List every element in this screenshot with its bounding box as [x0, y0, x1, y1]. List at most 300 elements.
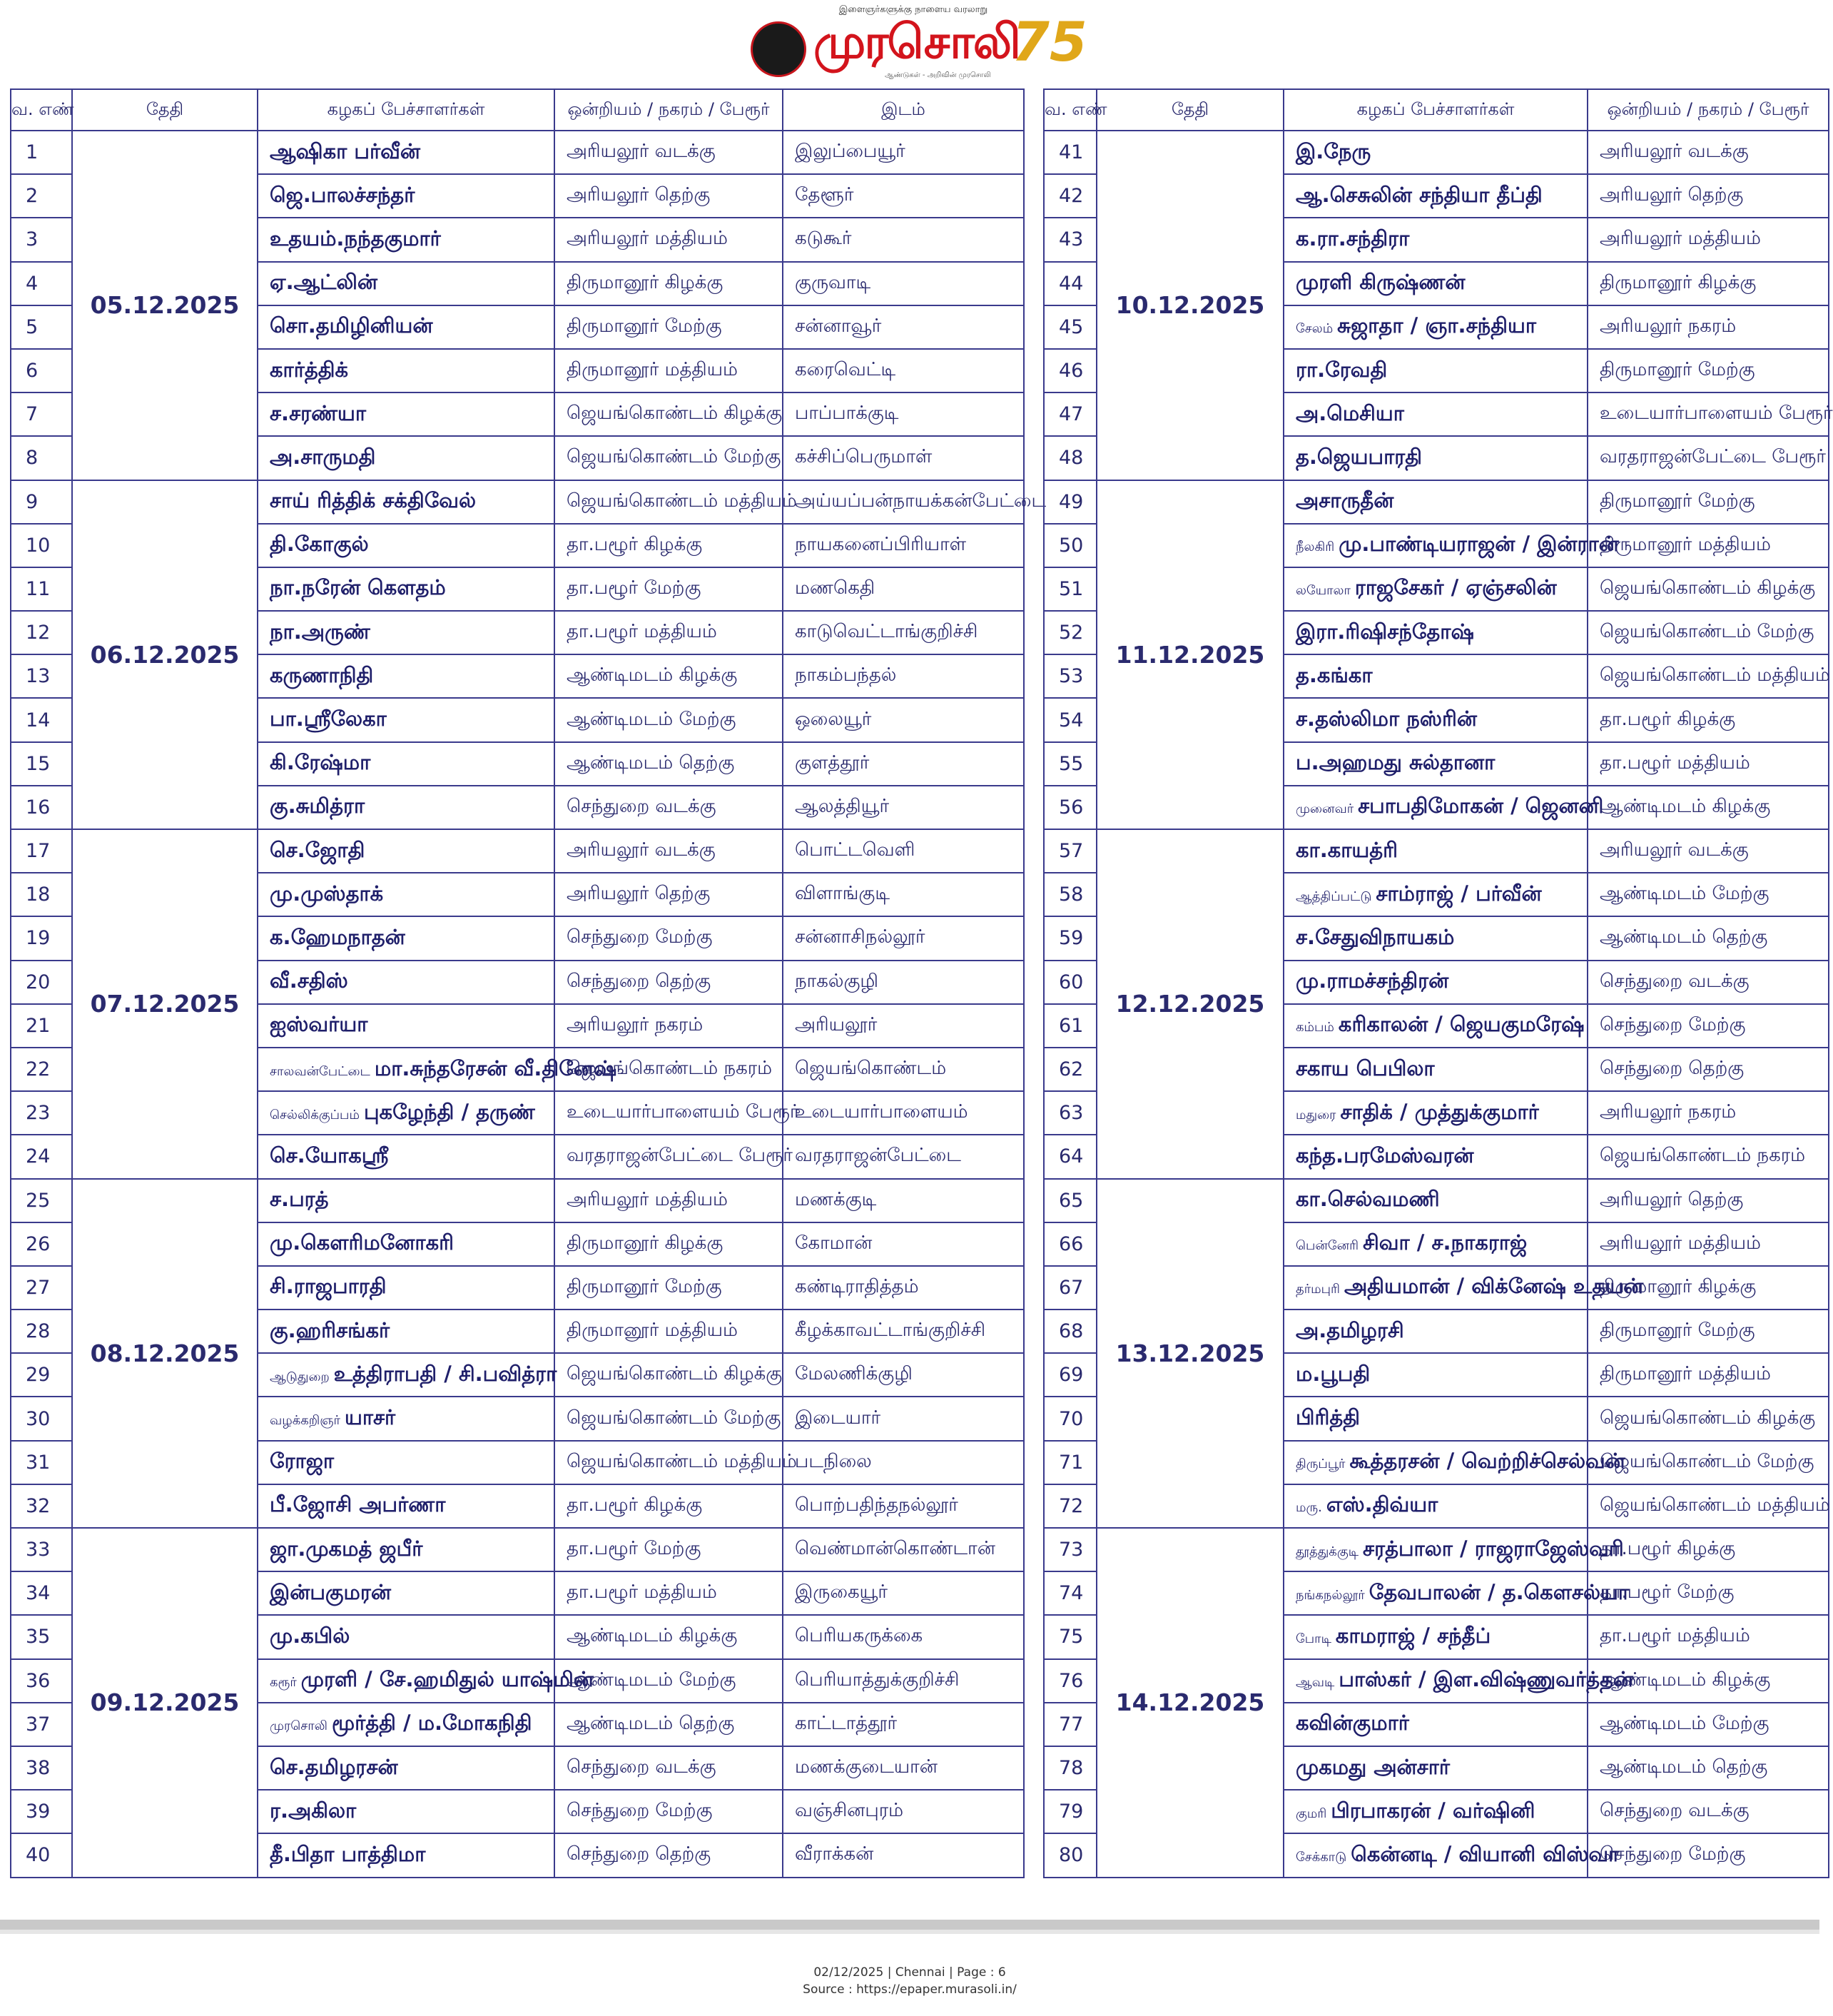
speaker-name-cell — [258, 829, 554, 873]
speaker-name: கவின்குமார் — [1296, 1711, 1409, 1736]
speaker-name: ஆஷிகா பர்வீன் — [270, 138, 421, 163]
union-name: அரியலூர் மத்தியம் — [1588, 1222, 1829, 1266]
speaker-name: முரளி / சே.ஹமிதுல் யாஷ்மின் — [300, 1667, 594, 1692]
speaker-name: பாஸ்கர் / இள.விஷ்ணுவர்த்தன் — [1339, 1667, 1634, 1692]
speaker-name: பிரபாகரன் / வர்ஷினி — [1331, 1798, 1535, 1823]
header-union: ஒன்றியம் / நகரம் / பேரூர் — [1588, 89, 1829, 131]
speaker-prefix: முரசொலி — [270, 1718, 327, 1734]
table-row — [1044, 1528, 1829, 1571]
union-name: திருமானூர் மேற்கு — [1588, 349, 1829, 392]
speaker-name-cell — [1284, 873, 1588, 916]
serial-number: 76 — [1044, 1659, 1097, 1703]
header-date: தேதி — [1097, 89, 1284, 131]
speaker-name-cell — [258, 786, 554, 829]
serial-number: 37 — [11, 1703, 72, 1746]
speaker-name-cell — [1284, 786, 1604, 829]
speaker-name: சாதிக் / முத்துக்குமார் — [1340, 1099, 1539, 1124]
speaker-name-cell — [1284, 436, 1588, 480]
serial-number: 63 — [1044, 1091, 1097, 1135]
speaker-name: இரா.ரிஷிசந்தோஷ் — [1296, 619, 1474, 644]
speaker-name-cell — [258, 873, 554, 916]
serial-number: 52 — [1044, 611, 1097, 654]
place-name: பெரியாத்துக்குறிச்சி — [783, 1659, 1024, 1703]
speaker-name-cell — [258, 1528, 554, 1571]
union-name: ஆண்டிமடம் மேற்கு — [1588, 1703, 1829, 1746]
serial-number: 16 — [11, 786, 72, 829]
serial-number: 51 — [1044, 567, 1097, 611]
union-name: ஆண்டிமடம் மேற்கு — [1588, 873, 1829, 916]
union-name: திருமானூர் மேற்கு — [1588, 480, 1829, 524]
union-name: திருமானூர் மத்தியம் — [1588, 524, 1829, 567]
union-name: அரியலூர் நகரம் — [1588, 1091, 1829, 1135]
union-name: செந்துறை வடக்கு — [1588, 1790, 1829, 1833]
header-place: இடம் — [783, 89, 1024, 131]
table-row — [1044, 480, 1829, 524]
speaker-name: சி.ராஜபாரதி — [270, 1274, 387, 1299]
speaker-name-cell — [1284, 1833, 1620, 1877]
speaker-name: கி.ரேஷ்மா — [270, 750, 371, 775]
speaker-name: ர.அகிலா — [270, 1798, 357, 1823]
schedule-date: 06.12.2025 — [72, 480, 258, 830]
speaker-name-cell — [1284, 1397, 1588, 1440]
speaker-name-cell — [1284, 1091, 1588, 1135]
union-name: ஆண்டிமடம் கிழக்கு — [554, 654, 783, 698]
union-name: ஜெயங்கொண்டம் மேற்கு — [1588, 611, 1829, 654]
union-name: செந்துறை தெற்கு — [554, 1833, 783, 1877]
speaker-name: பா.ஸ்ரீலேகா — [270, 706, 387, 731]
speaker-name: செ.தமிழரசன் — [270, 1754, 398, 1779]
speaker-name: கூத்தரசன் / வெற்றிச்செல்வன் — [1349, 1449, 1625, 1474]
place-name: இருகையூர் — [783, 1571, 1024, 1615]
speaker-name-cell — [1284, 1222, 1588, 1266]
speaker-name-cell — [1284, 349, 1588, 392]
serial-number: 59 — [1044, 916, 1097, 960]
speaker-prefix: ஆத்திப்பட்டு — [1296, 888, 1372, 904]
union-name: ஆண்டிமடம் மேற்கு — [554, 1659, 783, 1703]
speaker-name-cell — [1284, 1353, 1588, 1397]
speaker-prefix: தூத்துக்குடி — [1296, 1544, 1359, 1559]
serial-number: 64 — [1044, 1135, 1097, 1178]
speaker-name: கார்த்திக் — [270, 357, 349, 382]
union-name: திருமானூர் மத்தியம் — [1588, 1353, 1829, 1397]
speaker-name: கருணாநிதி — [270, 662, 374, 687]
speaker-name: மா.சுந்தரேசன் வீ.தினேஷ் — [374, 1055, 617, 1080]
speaker-prefix: மரு. — [1296, 1500, 1322, 1516]
speaker-name-cell — [1284, 916, 1588, 960]
serial-number: 67 — [1044, 1266, 1097, 1310]
place-name: பொற்பதிந்தநல்லூர் — [783, 1484, 1024, 1528]
table-row — [1044, 131, 1829, 174]
speaker-name: இ.நேரு — [1296, 138, 1371, 163]
union-name: அரியலூர் மத்தியம் — [554, 1179, 783, 1222]
union-name: அரியலூர் வடக்கு — [1588, 131, 1829, 174]
speaker-name: கு.சுமித்ரா — [270, 794, 365, 819]
speaker-name-cell — [1284, 305, 1588, 349]
serial-number: 9 — [11, 480, 72, 524]
speaker-name: ம.பூபதி — [1296, 1361, 1371, 1386]
serial-number: 55 — [1044, 742, 1097, 786]
serial-number: 27 — [11, 1266, 72, 1310]
union-name: தா.பழூர் மத்தியம் — [1588, 742, 1829, 786]
union-name: வரதராஜன்பேட்டை பேரூர் — [554, 1135, 783, 1178]
header-speakers: கழகப் பேச்சாளர்கள் — [1284, 89, 1588, 131]
footer-divider-light — [0, 1930, 1819, 1934]
union-name: ஜெயங்கொண்டம் கிழக்கு — [554, 392, 783, 436]
serial-number: 32 — [11, 1484, 72, 1528]
place-name: மேலணிக்குழி — [783, 1353, 1024, 1397]
union-name: உடையார்பாளையம் பேரூர் — [554, 1091, 783, 1135]
table-row — [11, 829, 1024, 873]
speaker-name-cell — [258, 305, 554, 349]
speaker-name-cell — [258, 131, 554, 174]
masthead-title: முரசொலி — [813, 14, 1020, 69]
union-name: அரியலூர் தெற்கு — [554, 174, 783, 218]
speaker-name-cell — [258, 1833, 554, 1877]
union-name: திருமானூர் கிழக்கு — [1588, 1266, 1829, 1310]
serial-number: 12 — [11, 611, 72, 654]
place-name: கோமான் — [783, 1222, 1024, 1266]
union-name: அரியலூர் நகரம் — [1588, 305, 1829, 349]
speaker-name-cell — [1284, 1441, 1625, 1484]
union-name: அரியலூர் தெற்கு — [554, 873, 783, 916]
place-name: இலுப்பையூர் — [783, 131, 1024, 174]
union-name: செந்துறை மேற்கு — [554, 916, 783, 960]
serial-number: 65 — [1044, 1179, 1097, 1222]
speaker-name-cell — [1284, 1659, 1634, 1703]
place-name: குளத்தூர் — [783, 742, 1024, 786]
serial-number: 24 — [11, 1135, 72, 1178]
union-name: அரியலூர் வடக்கு — [554, 131, 783, 174]
speaker-name-cell — [1284, 174, 1588, 218]
speaker-prefix: நங்கநல்லூர் — [1296, 1587, 1365, 1603]
speaker-name: த.கங்கா — [1296, 662, 1373, 687]
speaker-name-cell — [258, 480, 554, 524]
union-name: ஜெயங்கொண்டம் மத்தியம் — [1588, 654, 1829, 698]
speaker-name-cell — [258, 916, 554, 960]
speaker-name-cell — [1284, 480, 1588, 524]
speaker-name-cell — [258, 1222, 554, 1266]
union-name: ஜெயங்கொண்டம் கிழக்கு — [554, 1353, 783, 1397]
union-name: திருமானூர் கிழக்கு — [554, 1222, 783, 1266]
speaker-name: அ.மெசியா — [1296, 400, 1404, 425]
masthead-tagline: இளைஞர்களுக்கு நாளைய வரலாறு — [838, 4, 988, 15]
speaker-name-cell — [258, 262, 554, 305]
serial-number: 31 — [11, 1441, 72, 1484]
serial-number: 48 — [1044, 436, 1097, 480]
header-serial: வ. எண் — [1044, 89, 1097, 131]
speaker-name: செ.ஜோதி — [270, 837, 365, 862]
speaker-name-cell — [258, 961, 554, 1004]
serial-number: 19 — [11, 916, 72, 960]
serial-number: 1 — [11, 131, 72, 174]
masthead — [742, 4, 1087, 79]
place-name: இடையார் — [783, 1397, 1024, 1440]
speaker-name-cell — [1284, 654, 1588, 698]
serial-number: 2 — [11, 174, 72, 218]
speaker-name: க.ரா.சந்திரா — [1296, 226, 1410, 250]
speaker-name: மு.கௌரிமனோகரி — [270, 1230, 454, 1255]
speaker-prefix: முனைவர் — [1296, 801, 1354, 817]
speaker-name: ச.சேதுவிநாயகம் — [1296, 924, 1455, 949]
serial-number: 38 — [11, 1746, 72, 1790]
union-name: செந்துறை மேற்கு — [1588, 1833, 1829, 1877]
speaker-name-cell — [1284, 1528, 1624, 1571]
speaker-prefix: திருப்பூர் — [1296, 1457, 1346, 1472]
union-name: ஜெயங்கொண்டம் கிழக்கு — [1588, 1397, 1829, 1440]
place-name: படநிலை — [783, 1441, 1024, 1484]
union-name: அரியலூர் மத்தியம் — [554, 218, 783, 261]
speaker-name-cell — [258, 1703, 554, 1746]
serial-number: 78 — [1044, 1746, 1097, 1790]
speaker-name: ஜெ.பாலச்சந்தர் — [270, 182, 415, 207]
speaker-name-cell — [258, 218, 554, 261]
speaker-name-cell — [1284, 524, 1619, 567]
speaker-name: த.ஜெயபாரதி — [1296, 444, 1423, 469]
speaker-name: ஐஸ்வர்யா — [270, 1012, 368, 1037]
union-name: செந்துறை தெற்கு — [1588, 1048, 1829, 1091]
speaker-name: கா.செல்வமணி — [1296, 1187, 1440, 1212]
place-name: காடுவெட்டாங்குறிச்சி — [783, 611, 1024, 654]
serial-number: 73 — [1044, 1528, 1097, 1571]
serial-number: 15 — [11, 742, 72, 786]
speaker-name: கென்னடி / வியானி விஸ்வா — [1351, 1841, 1620, 1866]
serial-number: 45 — [1044, 305, 1097, 349]
serial-number: 60 — [1044, 961, 1097, 1004]
place-name: பொட்டவெளி — [783, 829, 1024, 873]
speaker-name: கந்த.பரமேஸ்வரன் — [1296, 1143, 1474, 1167]
union-name: செந்துறை வடக்கு — [554, 786, 783, 829]
union-name: ஆண்டிமடம் தெற்கு — [1588, 916, 1829, 960]
union-name: ஜெயங்கொண்டம் மேற்கு — [554, 1397, 783, 1440]
speaker-name: சபாபதிமோகன் / ஜெனனி — [1358, 794, 1604, 819]
speaker-name-cell — [1284, 1135, 1588, 1178]
serial-number: 61 — [1044, 1004, 1097, 1048]
speaker-name-cell — [1284, 698, 1588, 741]
serial-number: 49 — [1044, 480, 1097, 524]
place-name: வரதராஜன்பேட்டை — [783, 1135, 1024, 1178]
serial-number: 21 — [11, 1004, 72, 1048]
speaker-name-cell — [258, 1484, 554, 1528]
serial-number: 54 — [1044, 698, 1097, 741]
speaker-name: சாய் ரித்திக் சக்திவேல் — [270, 488, 477, 513]
speaker-name-cell — [258, 1790, 554, 1833]
speaker-name-cell — [258, 1397, 554, 1440]
union-name: திருமானூர் கிழக்கு — [1588, 262, 1829, 305]
place-name: நாகல்குழி — [783, 961, 1024, 1004]
place-name: நாகம்பந்தல் — [783, 654, 1024, 698]
speaker-name: நா.அருண் — [270, 619, 370, 644]
serial-number: 14 — [11, 698, 72, 741]
masthead-emblem-icon — [751, 21, 806, 77]
serial-number: 36 — [11, 1659, 72, 1703]
union-name: ஜெயங்கொண்டம் மத்தியம் — [554, 480, 783, 524]
serial-number: 74 — [1044, 1571, 1097, 1615]
union-name: ஜெயங்கொண்டம் நகரம் — [1588, 1135, 1829, 1178]
place-name: குருவாடி — [783, 262, 1024, 305]
speaker-prefix: சேலம் — [1296, 321, 1334, 337]
schedule-date: 05.12.2025 — [72, 131, 258, 480]
speaker-name: முகமது அன்சார் — [1296, 1754, 1451, 1779]
union-name: ஜெயங்கொண்டம் மேற்கு — [554, 436, 783, 480]
serial-number: 75 — [1044, 1615, 1097, 1658]
schedule-date: 11.12.2025 — [1097, 480, 1284, 830]
serial-number: 68 — [1044, 1310, 1097, 1353]
speaker-name-cell — [1284, 1179, 1588, 1222]
serial-number: 5 — [11, 305, 72, 349]
speaker-name-cell — [1284, 1048, 1588, 1091]
speaker-name-cell — [258, 524, 554, 567]
union-name: அரியலூர் வடக்கு — [554, 829, 783, 873]
place-name: மணக்குடையான் — [783, 1746, 1024, 1790]
anniversary-badge: 75 — [1012, 10, 1087, 74]
speaker-name: வீ.சதிஸ் — [270, 968, 348, 993]
union-name: உடையார்பாளையம் பேரூர் — [1588, 392, 1829, 436]
speaker-name: ஆ.செசுலின் சந்தியா தீப்தி — [1296, 182, 1543, 207]
union-name: திருமானூர் மேற்கு — [554, 1266, 783, 1310]
union-name: ஜெயங்கொண்டம் மேற்கு — [1588, 1441, 1829, 1484]
serial-number: 25 — [11, 1179, 72, 1222]
speaker-name-cell — [258, 742, 554, 786]
union-name: தா.பழூர் மேற்கு — [1588, 1571, 1829, 1615]
speaker-prefix: சாலவன்பேட்டை — [270, 1063, 370, 1079]
speaker-prefix: கம்பம் — [1296, 1020, 1334, 1035]
speaker-name: மு.பாண்டியராஜன் / இன்ரான் — [1339, 532, 1619, 557]
speaker-name-cell — [1284, 1310, 1588, 1353]
schedule-date: 12.12.2025 — [1097, 829, 1284, 1179]
speaker-name-cell — [258, 1048, 617, 1091]
speaker-name-cell — [258, 1615, 554, 1658]
speaker-name: அ.சாருமதி — [270, 444, 376, 469]
speaker-name: ச.சரண்யா — [270, 400, 367, 425]
serial-number: 20 — [11, 961, 72, 1004]
place-name: ஜெயங்கொண்டம் — [783, 1048, 1024, 1091]
speaker-prefix: குமரி — [1296, 1805, 1327, 1821]
header-speakers: கழகப் பேச்சாளர்கள் — [258, 89, 554, 131]
speaker-name: ரா.ரேவதி — [1296, 357, 1388, 382]
speaker-name: ஏ.ஆட்லின் — [270, 270, 378, 295]
union-name: திருமானூர் மேற்கு — [1588, 1310, 1829, 1353]
footer-source: Source : https://epaper.murasoli.in/ — [803, 1982, 1017, 1997]
serial-number: 4 — [11, 262, 72, 305]
speaker-name: கரிகாலன் / ஜெயகுமரேஷ் — [1338, 1012, 1585, 1037]
footer-edition: 02/12/2025 | Chennai | Page : 6 — [813, 1965, 1006, 1980]
speaker-name: அதியமான் / விக்னேஷ் உதயன் — [1344, 1274, 1644, 1299]
header-union: ஒன்றியம் / நகரம் / பேரூர் — [554, 89, 783, 131]
place-name: வஞ்சினபுரம் — [783, 1790, 1024, 1833]
serial-number: 71 — [1044, 1441, 1097, 1484]
union-name: அரியலூர் தெற்கு — [1588, 174, 1829, 218]
union-name: ஜெயங்கொண்டம் நகரம் — [554, 1048, 783, 1091]
serial-number: 53 — [1044, 654, 1097, 698]
speaker-name-cell — [258, 611, 554, 654]
place-name: மணக்குடி — [783, 1179, 1024, 1222]
speaker-name: சிவா / ச.நாகராஜ் — [1363, 1230, 1528, 1255]
speaker-name-cell — [1284, 218, 1588, 261]
serial-number: 62 — [1044, 1048, 1097, 1091]
serial-number: 80 — [1044, 1833, 1097, 1877]
serial-number: 44 — [1044, 262, 1097, 305]
table-row — [11, 480, 1024, 524]
union-name: ஆண்டிமடம் கிழக்கு — [1588, 786, 1829, 829]
speaker-prefix: வழக்கறிஞர் — [270, 1413, 340, 1429]
serial-number: 56 — [1044, 786, 1097, 829]
speaker-name: சகாய பெபிலா — [1296, 1055, 1435, 1080]
speaker-name: ஜா.முகமத் ஜபீர் — [270, 1536, 423, 1561]
speaker-name-cell — [1284, 611, 1588, 654]
place-name: அய்யப்பன்நாயக்கன்பேட்டை — [783, 480, 1024, 524]
speaker-name-cell — [1284, 1746, 1588, 1790]
speaker-name: காமராஜ் / சந்தீப் — [1335, 1623, 1491, 1648]
table-row — [11, 131, 1024, 174]
place-name: விளாங்குடி — [783, 873, 1024, 916]
speaker-name-cell — [258, 567, 554, 611]
place-name: தேளூர் — [783, 174, 1024, 218]
speaker-name: தீ.பிதா பாத்திமா — [270, 1841, 426, 1866]
speaker-name-cell — [258, 1571, 554, 1615]
serial-number: 10 — [11, 524, 72, 567]
speaker-name: மு.கபில் — [270, 1623, 350, 1648]
serial-number: 42 — [1044, 174, 1097, 218]
speaker-name-cell — [1284, 392, 1588, 436]
speaker-name-cell — [1284, 1266, 1644, 1310]
place-name: கண்டிராதித்தம் — [783, 1266, 1024, 1310]
speaker-name-cell — [258, 1353, 557, 1397]
place-name: அரியலூர் — [783, 1004, 1024, 1048]
table-row — [1044, 1179, 1829, 1222]
speaker-name: தேவபாலன் / த.கௌசல்யா — [1369, 1579, 1630, 1604]
place-name: பாப்பாக்குடி — [783, 392, 1024, 436]
speaker-name: சரத்பாலா / ராஜராஜேஸ்வரி — [1363, 1536, 1624, 1561]
speaker-name-cell — [1284, 1790, 1588, 1833]
union-name: அரியலூர் வடக்கு — [1588, 829, 1829, 873]
union-name: ஆண்டிமடம் தெற்கு — [554, 1703, 783, 1746]
union-name: செந்துறை மேற்கு — [554, 1790, 783, 1833]
serial-number: 58 — [1044, 873, 1097, 916]
place-name: உடையார்பாளையம் — [783, 1091, 1024, 1135]
speaker-name-cell — [258, 1004, 554, 1048]
serial-number: 33 — [11, 1528, 72, 1571]
table-row — [1044, 829, 1829, 873]
footer-divider — [0, 1920, 1819, 1930]
schedule-date: 13.12.2025 — [1097, 1179, 1284, 1529]
union-name: செந்துறை வடக்கு — [1588, 961, 1829, 1004]
speaker-prefix: சேக்காடு — [1296, 1849, 1347, 1865]
header-date: தேதி — [72, 89, 258, 131]
serial-number: 40 — [11, 1833, 72, 1877]
place-name: பெரியகருக்கை — [783, 1615, 1024, 1658]
place-name: ஒலையூர் — [783, 698, 1024, 741]
place-name: சன்னாசிநல்லூர் — [783, 916, 1024, 960]
union-name: திருமானூர் மத்தியம் — [554, 349, 783, 392]
speaker-name: சுஜாதா / ஞா.சந்தியா — [1337, 313, 1537, 338]
speaker-prefix: கரூர் — [270, 1675, 297, 1691]
serial-number: 29 — [11, 1353, 72, 1397]
speaker-name: சாம்ராஜ் / பர்வீன் — [1376, 881, 1542, 906]
serial-number: 17 — [11, 829, 72, 873]
header-serial: வ. எண் — [11, 89, 72, 131]
speaker-prefix: மதுரை — [1296, 1107, 1336, 1123]
speaker-name: பீ.ஜோசி அபர்ணா — [270, 1492, 446, 1517]
serial-number: 34 — [11, 1571, 72, 1615]
union-name: ஆண்டிமடம் தெற்கு — [554, 742, 783, 786]
serial-number: 35 — [11, 1615, 72, 1658]
speaker-name: ச.பரத் — [270, 1187, 329, 1212]
union-name: தா.பழூர் மத்தியம் — [1588, 1615, 1829, 1658]
place-name: கீழக்காவட்டாங்குறிச்சி — [783, 1310, 1024, 1353]
speaker-name-cell — [258, 654, 554, 698]
speaker-name-cell — [258, 1091, 554, 1135]
union-name: தா.பழூர் மத்தியம் — [554, 611, 783, 654]
